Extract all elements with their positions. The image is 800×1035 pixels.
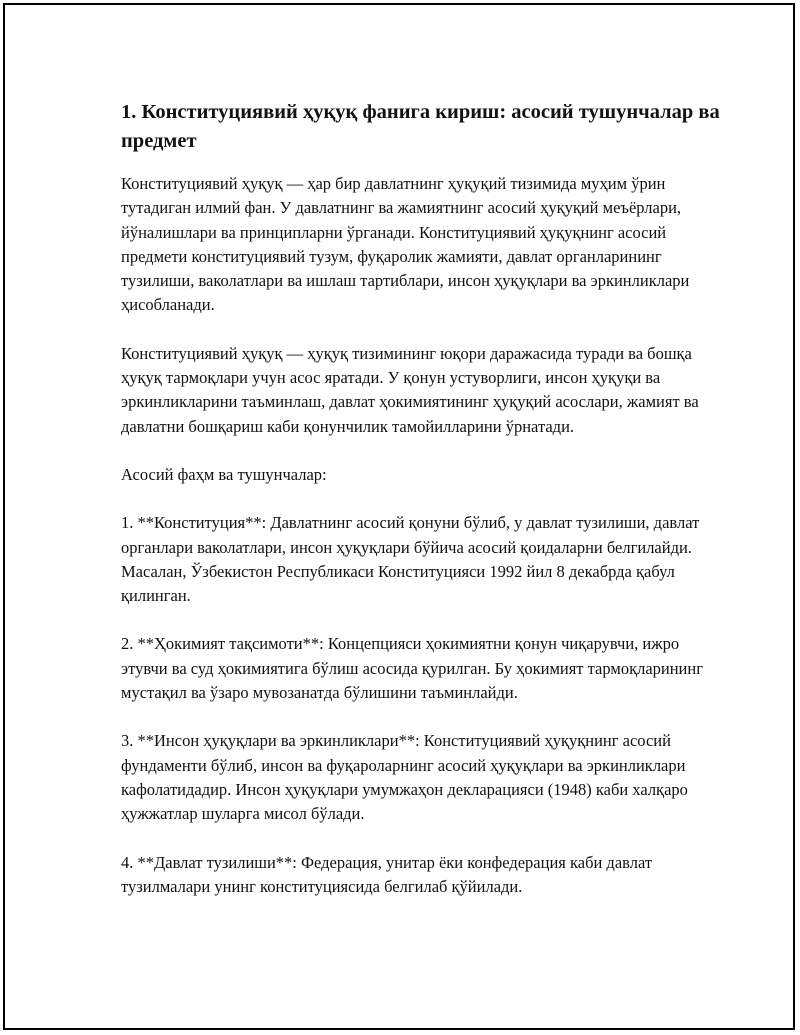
document-page [3, 3, 795, 1030]
paragraph-system: Конституциявий ҳуқуқ — ҳуқуқ тизимининг юқори даражасида туради ва бошқа ҳуқуқ тармоқлари учун асос яратади. У қонун устуворлиги, инсон ҳуқуқи ва эркинликларини таъминлаш, давлат ҳокимиятининг ҳуқуқий асослари, жамият ва давлатни бошқариш каби қонунчилик тамойилларини ўрнатади. [121, 343, 699, 436]
list-item-separation-of-powers: 2. **Ҳокимият тақсимоти**: Концепцияси ҳокимиятни қонун чиқарувчи, ижро этувчи ва суд ҳокимиятига бўлиш асосида қурилган. Бу ҳокимият тармоқларининг мустақил ва ўзаро мувозанатда бўлишини таъминлайди. [121, 634, 703, 703]
list-item-human-rights: 3. **Инсон ҳуқуқлари ва эркинликлари**: Конституциявий ҳуқуқнинг асосий фундаменти бўлиб, инсон ва фуқароларнинг асосий ҳуқуқлари ва эркинликлари кафолатидадир. Инсон ҳуқуқлари умумжаҳон декларацияси (1948) каби халқаро ҳужжатлар шуларга мисол бўлади. [121, 731, 688, 824]
document-content [121, 98, 721, 923]
paragraph-intro: Конституциявий ҳуқуқ — ҳар бир давлатнинг ҳуқуқий тизимида муҳим ўрин тутадиган илмий фан. У давлатнинг ва жамиятнинг асосий ҳуқуқий меъёрлари, йўналишлари ва принципларни ўрганади. Конституциявий ҳуқуқнинг асосий предмети конституциявий тузум, фуқаролик жамияти, давлат органларининг тузилиши, ваколатлари ва ишлаш тартиблари, инсон ҳуқуқлари ва эркинликлари ҳисобланади. [121, 174, 690, 315]
document-title: 1. Конституциявий ҳуқуқ фанига кириш: асосий тушунчалар ва предмет [121, 101, 720, 152]
list-item-state-structure: 4. **Давлат тузилиши**: Федерация, унитар ёки конфедерация каби давлат тузилмалари унинг конституциясида белгилаб қўйилади. [121, 852, 653, 896]
list-item-constitution: 1. **Конституция**: Давлатнинг асосий қонуни бўлиб, у давлат тузилиши, давлат органлари ваколатлари, инсон ҳуқуқлари бўйича асосий қоидаларни белгилайди. Масалан, Ўзбекистон Республикаси Конституцияси 1992 йил 8 декабрда қабул қилинган. [121, 513, 700, 606]
paragraph-concepts-heading: Асосий фаҳм ва тушунчалар: [121, 464, 327, 484]
